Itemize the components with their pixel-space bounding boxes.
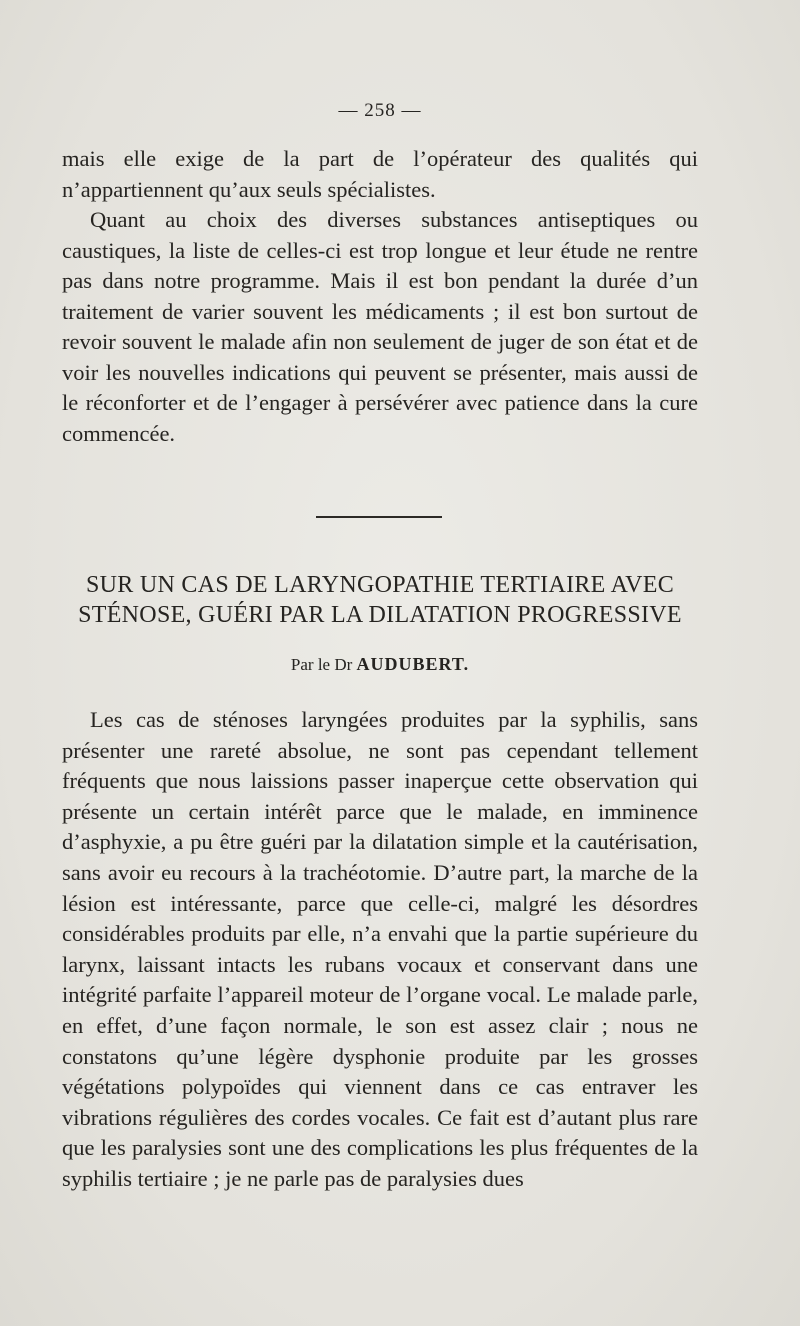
intro-paragraph: Quant au choix des diverses substances antiseptiques ou caustiques, la liste de celles-ci est trop longue et leur étude ne rentre pas dans notre programme. Mais il est bon pendant la durée d’un traitement de varier souvent les médicaments ; il est bon surtout de revoir souvent le malade afin non seulement de juger de son état et de voir les nouvelles indications qui peuvent se présenter, mais aussi de le réconforter et de l’engager à persévérer avec patience dans la cure commencée. — [62, 207, 698, 446]
article-title — [56, 570, 704, 630]
byline-author: AUDUBERT. — [356, 654, 470, 674]
intro-text-block — [62, 144, 698, 449]
byline-prefix: Par le Dr — [290, 655, 353, 674]
article-title-line: STÉNOSE, GUÉRI PAR LA DILATATION PROGRESSIVE — [78, 602, 682, 628]
article-byline — [0, 654, 760, 675]
intro-paragraph-continuation: mais elle exige de la part de l’opérateur des qualités qui n’appartiennent qu’aux seuls spécialistes. — [62, 146, 698, 202]
section-divider — [316, 516, 442, 518]
article-body — [62, 705, 698, 1195]
article-paragraph: Les cas de sténoses laryngées produites par la syphilis, sans présenter une rareté absolue, ne sont pas cependant tellement fréquents que nous laissions passer inaperçue cette observation qui présente un certain intérêt parce que le malade, en imminence d’asphyxie, a pu être guéri par la dilatation simple et la cautérisation, sans avoir eu recours à la trachéotomie. D’autre part, la marche de la lésion est intéressante, parce que celle-ci, malgré les désordres considérables produits par elle, n’a envahi que la partie supérieure du larynx, laissant intacts les rubans vocaux et conservant dans une intégrité parfaite l’appareil moteur de l’organe vocal. Le malade parle, en effet, d’une façon normale, le son est assez clair ; nous ne constatons qu’une légère dysphonie produite par les grosses végétations polypoïdes qui viennent dans ce cas entraver les vibrations régulières des cordes vocales. Ce fait est d’autant plus rare que les paralysies sont une des complications les plus fréquentes de la syphilis tertiaire ; je ne parle pas de paralysies dues — [62, 707, 698, 1191]
page-number: — 258 — — [338, 100, 422, 121]
article-title-line: SUR UN CAS DE LARYNGOPATHIE TERTIAIRE AVEC — [85, 572, 675, 598]
